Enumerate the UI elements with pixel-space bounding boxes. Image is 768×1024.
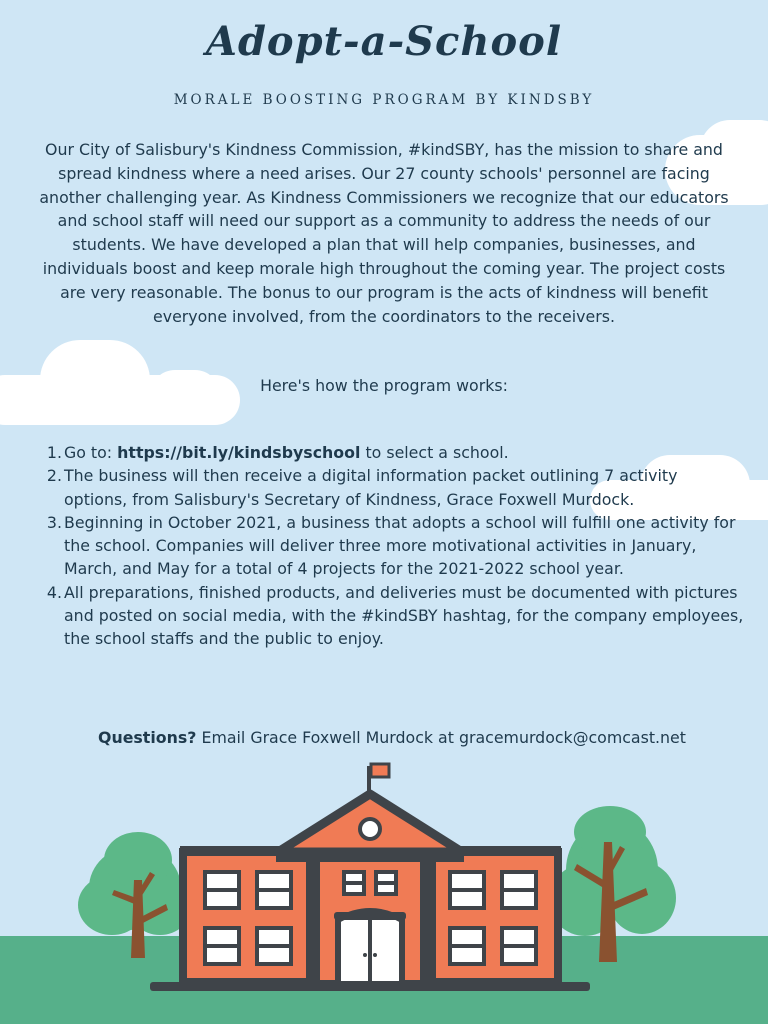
how-heading: Here's how the program works: <box>260 376 508 395</box>
step-1-prefix: Go to: <box>64 443 118 462</box>
flag <box>371 764 389 777</box>
step-number: 3. <box>46 512 62 532</box>
school-base <box>150 982 590 991</box>
roof-window <box>360 819 380 839</box>
questions-label: Questions? <box>98 728 197 747</box>
page-subtitle: MORALE BOOSTING PROGRAM BY KINDSBY <box>173 92 595 108</box>
step-3-text: Beginning in October 2021, a business that adopts a school will fulfill one activity for the school. Companies will deliver three more motivational activities in January, March, and May for a total of 4 projects for the 2021-2022 school year. <box>64 512 736 579</box>
school-right-wing <box>428 852 558 982</box>
page-title: Adopt-a-School <box>205 18 563 65</box>
contact-email-text[interactable]: Email Grace Foxwell Murdock at gracemurdock@comcast.net <box>196 728 686 747</box>
step-4-text: All preparations, finished products, and deliveries must be documented with pictures and posted on social media, with the #kindSBY hashtag, for the company employees, the school staffs and the public to enjoy. <box>64 582 744 649</box>
school-signup-link[interactable]: https://bit.ly/kindsbyschool <box>117 443 361 462</box>
step-number: 1. <box>46 443 62 462</box>
step-2-text: The business will then receive a digital information packet outlining 7 activity options, from Salisbury's Secretary of Kindness, Grace Foxwell Murdock. <box>64 466 678 509</box>
school-left-wing <box>183 852 313 982</box>
step-number: 2. <box>46 466 62 486</box>
intro-paragraph: Our City of Salisbury's Kindness Commission, #kindSBY, has the mission to share and spread kindness where a need arises. Our 27 county schools' personnel are facing another challenging year. As Kindness Commissioners we recognize that our educators and school staff will need our support as a community to address the needs of our students. We have developed a plan that will help companies, businesses, and individuals boost and keep morale high throughout the coming year. The project costs are very reasonable. The bonus to our program is the acts of kindness will benefit everyone involved, from the coordinators to the receivers. <box>39 140 729 326</box>
step-1-suffix: to select a school. <box>360 443 509 462</box>
step-number: 4. <box>46 582 62 602</box>
